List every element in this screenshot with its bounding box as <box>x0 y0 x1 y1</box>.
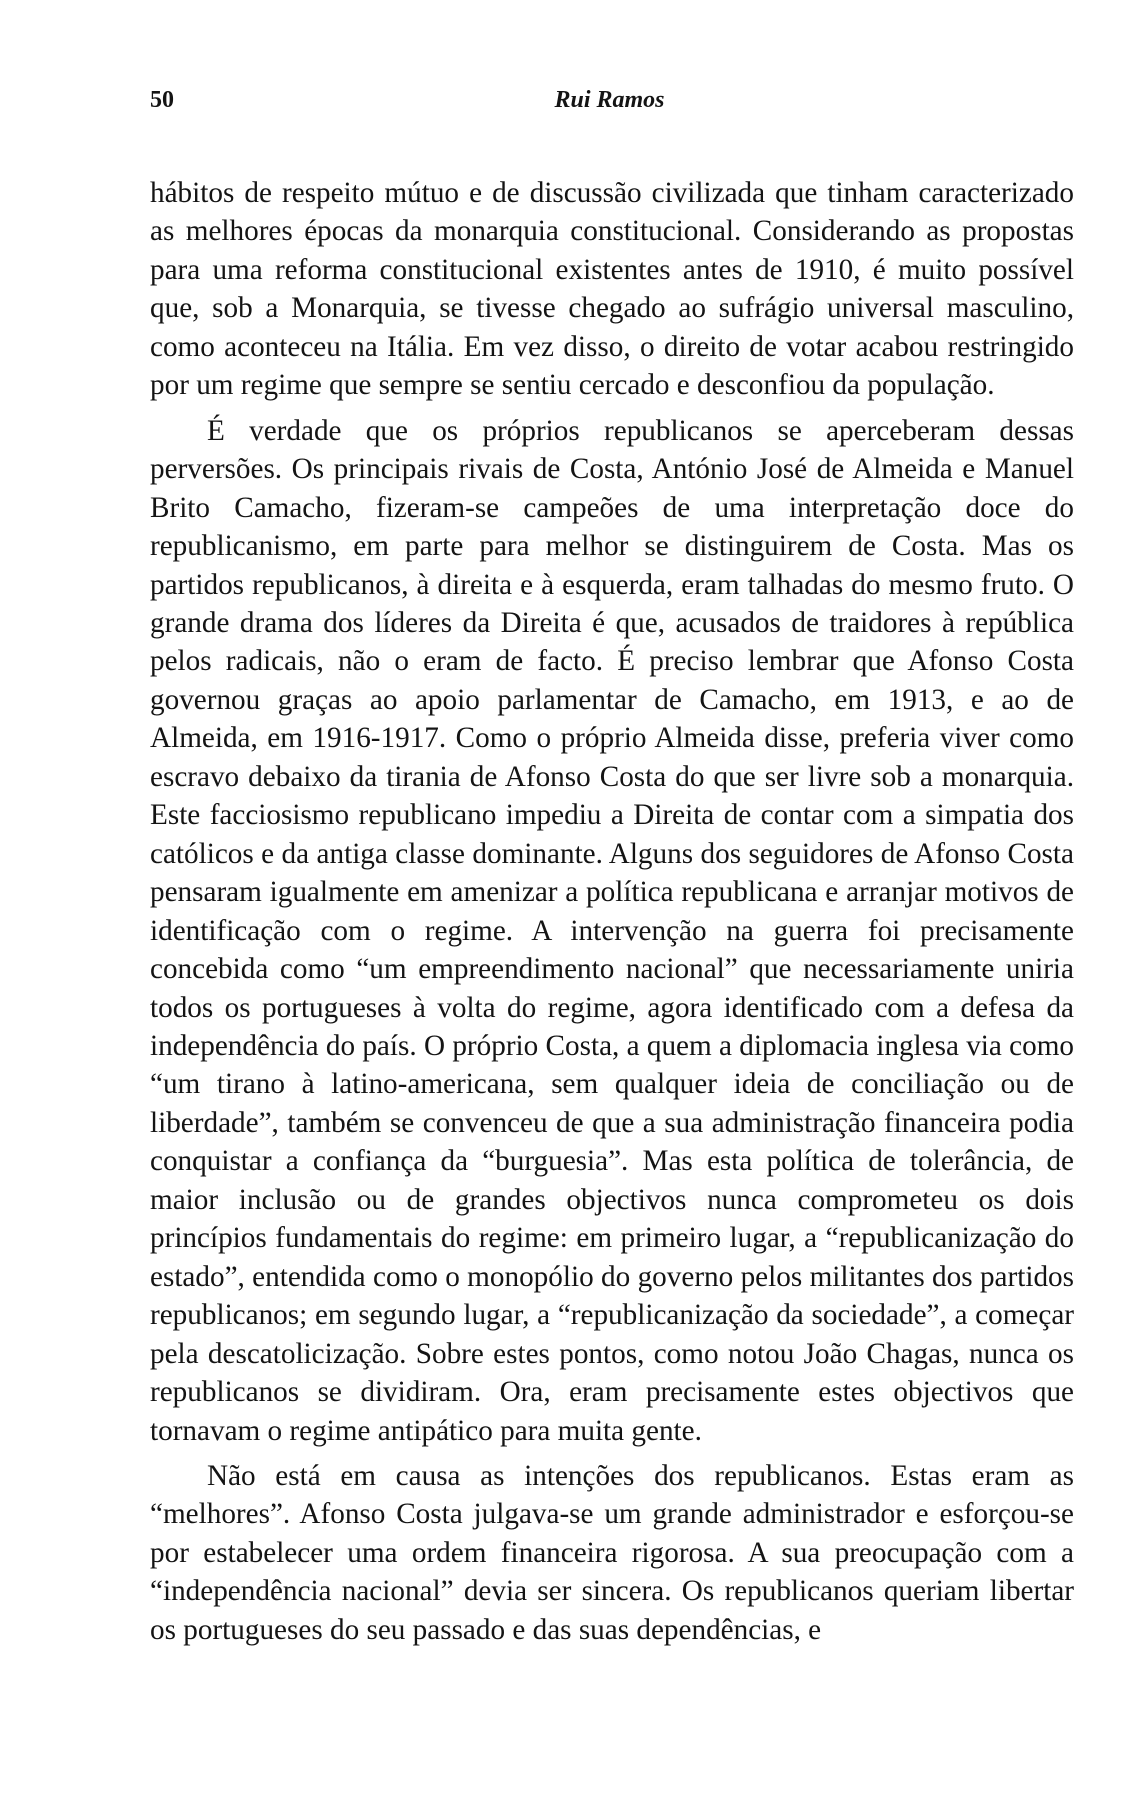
paragraph: Não está em causa as intenções dos republicanos. Estas eram as “melhores”. Afonso Costa julgava-se um grande administrador e esforçou-se por estabelecer uma ordem financeira rigorosa. A sua preocupação com a “independência nacional” devia ser sincera. Os republicanos queriam libertar os portugueses do seu passado e das suas dependências, e <box>150 1459 1074 1646</box>
running-head <box>150 84 1069 116</box>
paragraph: hábitos de respeito mútuo e de discussão civilizada que tinham caracterizado as melhores épocas da monarquia constitucional. Considerando as propostas para uma reforma constitucional existentes antes de 1910, é muito possível que, sob a Monarquia, se tivesse chegado ao sufrágio universal masculino, como aconteceu na Itália. Em vez disso, o direito de votar acabou restringido por um regime que sempre se sentiu cercado e desconfiou da população. <box>150 177 1074 402</box>
running-title: Rui Ramos <box>554 87 665 113</box>
paragraph: É verdade que os próprios republicanos se aperceberam dessas perversões. Os principais rivais de Costa, António José de Almeida e Manuel Brito Camacho, fizeram-se campeões de uma interpretação doce do republicanismo, em parte para melhor se distinguirem de Costa. Mas os partidos republicanos, à direita e à esquerda, eram talhadas do mesmo fruto. O grande drama dos líderes da Direita é que, acusados de traidores à república pelos radicais, não o eram de facto. É preciso lembrar que Afonso Costa governou graças ao apoio parlamentar de Camacho, em 1913, e ao de Almeida, em 1916-1917. Como o próprio Almeida disse, preferia viver como escravo debaixo da tirania de Afonso Costa do que ser livre sob a monarquia. Este facciosismo republicano impediu a Direita de contar com a simpatia dos católicos e da antiga classe dominante. Alguns dos seguidores de Afonso Costa pensaram igualmente em amenizar a política republicana e arranjar motivos de identificação com o regime. A intervenção na guerra foi precisamente concebida como “um empreendimento nacional” que necessariamente uniria todos os portugueses à volta do regime, agora identificado com a defesa da independência do país. O próprio Costa, a quem a diplomacia inglesa via como “um tirano à latino-americana, sem qualquer ideia de conciliação ou de liberdade”, também se convenceu de que a sua administração financeira podia conquistar a confiança da “burguesia”. Mas esta política de tolerância, de maior inclusão ou de grandes objectivos nunca comprometeu os dois princípios fundamentais do regime: em primeiro lugar, a “republicanização do estado”, entendida como o monopólio do governo pelos militantes dos partidos republicanos; em segundo lugar, a “republicanização da sociedade”, a começar pela descatolicização. Sobre estes pontos, como notou João Chagas, nunca os republicanos se dividiram. Ora, eram precisamente estes objectivos que tornavam o regime antipático para muita gente. <box>150 414 1075 1447</box>
page-number: 50 <box>150 87 174 113</box>
body-text <box>150 174 1074 1649</box>
